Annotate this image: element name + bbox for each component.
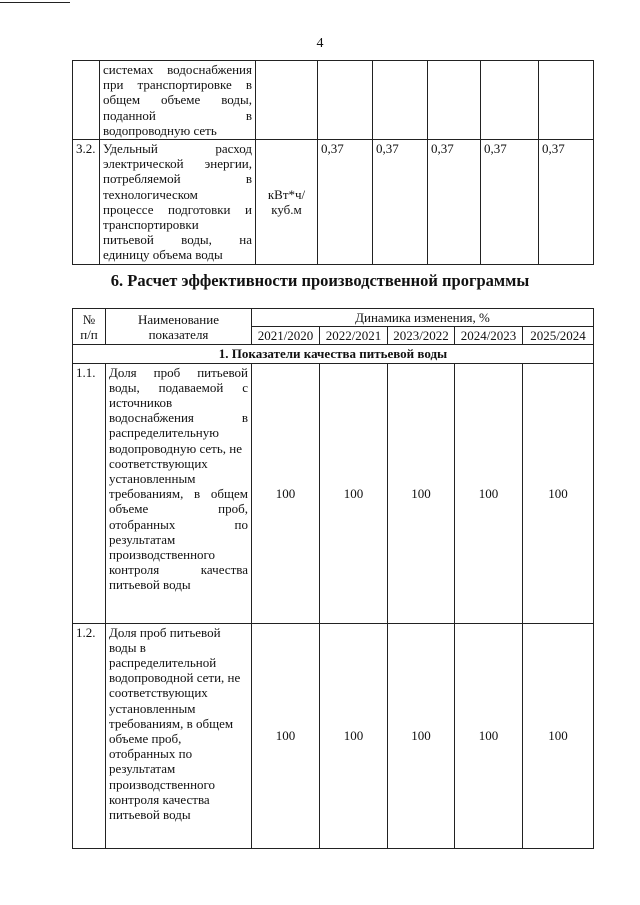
header-year: 2023/2022 [388,327,455,345]
efficiency-table [72,308,594,849]
table-continued [72,60,594,265]
row-number: 1.1. [73,363,106,623]
section-heading: 6. Расчет эффективности производственной программы [110,271,530,290]
header-year: 2021/2020 [252,327,320,345]
table-row [73,140,594,265]
unit-cell [256,61,318,140]
header-name: Наименование показателя [106,309,252,345]
value-cell [539,61,594,140]
header-year: 2024/2023 [455,327,523,345]
value-cell: 0,37 [428,140,481,265]
value-cell: 0,37 [373,140,428,265]
unit-cell: кВт*ч/ куб.м [256,140,318,265]
indicator-name: Доля проб питьевой воды в распределительной водопроводной сети, не соответствующих установленным требованиям, в общем объеме проб, отобранных по результатам производственного контроля качества питьевой воды [106,623,252,848]
value-cell: 100 [388,363,455,623]
value-cell [428,61,481,140]
section-label: 1. Показатели качества питьевой воды [73,345,594,363]
value-cell: 0,37 [481,140,539,265]
table-row [73,363,594,623]
value-cell: 100 [455,363,523,623]
indicator-name: системах водоснабжения при транспортировке в общем объеме воды, поданной в водопроводную сеть [100,61,256,140]
value-cell [481,61,539,140]
value-cell [318,61,373,140]
corner-rule [0,2,70,3]
value-cell: 100 [252,623,320,848]
value-cell: 100 [523,363,594,623]
header-dynamics: Динамика изменения, % [252,309,594,327]
header-year: 2025/2024 [523,327,594,345]
value-cell: 0,37 [539,140,594,265]
value-cell: 100 [388,623,455,848]
value-cell: 100 [320,363,388,623]
row-number: 1.2. [73,623,106,848]
header-row [73,309,594,327]
value-cell: 100 [252,363,320,623]
value-cell: 0,37 [318,140,373,265]
indicator-name: Доля проб питьевой воды, подаваемой с источников водоснабжения в распределительную водопроводную сеть, не соответствующих установленным требованиям, в общем объеме проб, отобранных по результатам производственного контроля качества питьевой воды [106,363,252,623]
value-cell: 100 [320,623,388,848]
section-row [73,345,594,363]
header-number: № п/п [73,309,106,345]
indicator-name: Удельный расход электрической энергии, потребляемой в технологическом процессе подготовки и транспортировки питьевой воды, на единицу объема воды [100,140,256,265]
value-cell [373,61,428,140]
row-number [73,61,100,140]
row-number: 3.2. [73,140,100,265]
value-cell: 100 [523,623,594,848]
table-row [73,623,594,848]
page-number: 4 [316,36,324,51]
table-row [73,61,594,140]
header-year: 2022/2021 [320,327,388,345]
value-cell: 100 [455,623,523,848]
